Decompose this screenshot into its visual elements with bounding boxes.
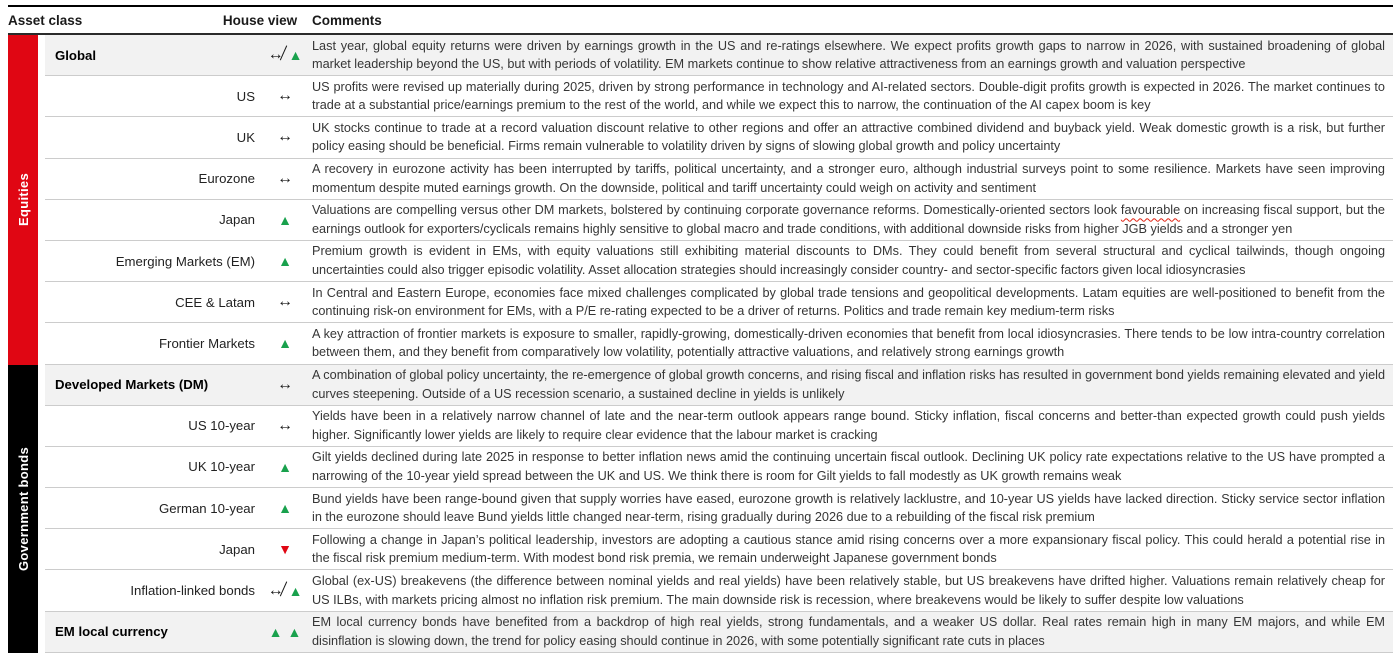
asset-label: Eurozone [198, 171, 255, 187]
view-neutral-icon: ↔ [277, 128, 293, 146]
view-up-icon: ▲ [278, 335, 292, 352]
house-view-cell [258, 542, 312, 556]
house-view-cell [258, 336, 312, 350]
asset-label: German 10-year [158, 500, 255, 516]
house-view-cell [258, 129, 312, 145]
house-view-cell [258, 47, 312, 63]
section-equities [8, 35, 1393, 365]
section-rows [45, 365, 1393, 653]
header-house-view: House view [222, 12, 298, 28]
table-row [45, 570, 1393, 611]
section-government-bonds [8, 365, 1393, 653]
comment-text: Bund yields have been range-bound given that supply worries have eased, eurozone growth is relatively lacklustre, and 10-year US yields have lacked direction. Sticky service sector inflation in the eurozone should leave Bund yields little changed near-term, rising gradually during 2026 due to a rebuilding of the fiscal risk premium [312, 491, 1385, 525]
asset-label: Japan [219, 541, 255, 557]
view-up-icon: ▲ [288, 582, 303, 599]
section-label: Government bonds [15, 446, 31, 571]
header-asset-class: Asset class [8, 12, 83, 28]
view-neutral-struck-icon: ↔ [267, 46, 284, 64]
view-neutral-struck-icon: ↔ [267, 581, 284, 599]
comment-text: Premium growth is evident in EMs, with equity valuations still exhibiting material discounts to DMs. They could benefit from several structural and cyclical tailwinds, though ongoing uncertainties could also trigger episodic volatility. Asset allocation strategies should increasingly consider country- and sector-specific factors given local idiosyncrasies [312, 244, 1385, 278]
section-rows [45, 35, 1393, 365]
house-view-cell [258, 501, 312, 515]
asset-label: Developed Markets (DM) [55, 377, 209, 393]
house-view-cell [258, 583, 312, 599]
view-up-icon: ▲ [288, 47, 303, 64]
table-row [45, 200, 1393, 241]
view-down-icon: ▼ [278, 541, 292, 558]
table-row [45, 76, 1393, 117]
table-header [8, 5, 1393, 35]
asset-label: Global [55, 47, 97, 63]
view-up-icon: ▲ [287, 623, 302, 640]
table-row [45, 406, 1393, 447]
comment-text: A recovery in eurozone activity has been interrupted by tariffs, political uncertainty, and a stronger euro, although industrial surveys point to some resilience. Markets have seen improving momentum despite muted earnings growth. On the downside, political and tariff uncertainty could weigh on activity and sentiment [312, 162, 1385, 195]
comment-text: In Central and Eastern Europe, economies face mixed challenges complicated by global trade tensions and geopolitical developments. Latam equities are well-positioned to benefit from the continuing risk-on environment for EMs, with a P/E re-rating expected to be a driver of returns. Politics and trade remain key medium-term risks [312, 285, 1385, 319]
asset-label: UK 10-year [188, 459, 255, 475]
view-neutral-icon: ↔ [277, 293, 293, 311]
view-up-icon: ▲ [268, 623, 283, 640]
table-row [45, 159, 1393, 200]
table-row [45, 612, 1393, 653]
house-view-cell [258, 294, 312, 310]
section-label: Equities [15, 173, 31, 227]
header-comments: Comments [312, 12, 382, 28]
comment-text: Valuations are compelling versus other DM markets, bolstered by continuing corporate governance reforms. Domestically-oriented sectors look favourable on increasing fiscal support, but the earnings outlook for exporters/cyclicals remains highly sensitive to global macro and trade conditions, with additional downside risks from higher JGB yields and a stronger yen [312, 203, 1385, 236]
comment-text: Following a change in Japan’s political leadership, investors are adopting a cautious stance amid rising concerns over a more expansionary fiscal policy. This could herald a potential rise in the fiscal risk premium medium-term. With modest bond risk premia, we remain underweight Japanese government bonds [312, 532, 1385, 566]
view-up-icon: ▲ [278, 458, 292, 475]
view-up-icon: ▲ [278, 211, 292, 228]
comment-text: EM local currency bonds have benefited from a backdrop of high real yields, strong fundamentals, and a weaker US dollar. Real rates remain high in many EM majors, and while EM disinflation is slowing down, the trend for policy easing should continue in 2026, with some potentially significant rate cuts in places [312, 615, 1385, 648]
table-row [45, 282, 1393, 323]
house-view-cell [258, 377, 312, 393]
table-row [45, 488, 1393, 529]
table-row [45, 447, 1393, 488]
comment-text: US profits were revised up materially during 2025, driven by strong performance in technology and AI-related sectors. Double-digit profits growth is expected in 2026. The market continues to trade at a substantial price/earnings premium to the rest of the world, and while we expect this to narrow, the continuation of the AI capex boom is key [312, 79, 1385, 113]
view-up-icon: ▲ [278, 500, 292, 517]
asset-label: Inflation-linked bonds [130, 583, 255, 599]
equities-band [8, 35, 38, 365]
view-neutral-icon: ↔ [277, 375, 293, 393]
house-view-cell [258, 460, 312, 474]
table-row [45, 35, 1393, 76]
house-view-cell [258, 418, 312, 434]
view-neutral-icon: ↔ [277, 169, 293, 187]
asset-label: Japan [219, 212, 255, 228]
asset-label: UK [236, 129, 255, 145]
house-view-cell [258, 171, 312, 187]
house-view-cell [258, 88, 312, 104]
asset-label: CEE & Latam [175, 294, 255, 310]
view-up-icon: ▲ [278, 253, 292, 270]
comment-text: UK stocks continue to trade at a record valuation discount relative to other regions and offer an attractive combined dividend and buyback yield. Weak domestic growth is a risk, but further policy easing should be beneficial. Firms remain vulnerable to volatility driven by signs of slowing global growth and policy uncertainty [312, 120, 1385, 154]
comment-text: Global (ex-US) breakevens (the difference between nominal yields and real yields) have been relatively stable, but US breakevens have drifted higher. Valuations remain relatively cheap for US ILBs, with markets pricing almost no inflation risk premium. The main downside risk is recession, where breakevens would be likely to suffer despite low valuations [312, 573, 1385, 607]
table-row [45, 117, 1393, 158]
comment-text: A key attraction of frontier markets is exposure to smaller, rapidly-growing, domestically-driven economies that benefit from local idiosyncrasies. There tends to be low intra-country correlation between them, and they benefit from comparatively low volatility, potentially attractive valuations, and relatively strong earnings growth [312, 326, 1385, 360]
table-row [45, 241, 1393, 282]
table-row [45, 529, 1393, 570]
comment-text: Last year, global equity returns were driven by earnings growth in the US and re-ratings elsewhere. We expect profits growth gaps to narrow in 2026, with sustained broadening of global market leadership beyond the US, but with periods of volatility. EM markets continue to show relative attractiveness from an earnings growth and valuation perspective [312, 38, 1385, 72]
asset-label: US [236, 88, 255, 104]
view-neutral-icon: ↔ [277, 416, 293, 434]
comment-text: Yields have been in a relatively narrow channel of late and the near-term outlook appears range bound. Sticky inflation, fiscal concerns and better-than expected growth could push yields higher. Significantly lower yields are likely to require clear evidence that the labour market is cracking [312, 409, 1385, 442]
government-bonds-band [8, 365, 38, 653]
asset-label: EM local currency [55, 624, 168, 640]
view-neutral-icon: ↔ [277, 87, 293, 105]
house-view-cell [258, 213, 312, 227]
house-view-cell [258, 254, 312, 268]
asset-label: Emerging Markets (EM) [115, 253, 255, 269]
asset-label: US 10-year [188, 418, 255, 434]
comment-text: Gilt yields declined during late 2025 in response to better inflation news amid the continuing uncertain fiscal outlook. Declining UK policy rate expectations relative to the US have prompted a narrowing of the 10-year yield spread between the UK and US. We think there is room for Gilt yields to fall modestly as UK growth remains weak [312, 450, 1385, 483]
comment-text: A combination of global policy uncertainty, the re-emergence of global growth concerns, and rising fiscal and inflation risks has resulted in government bond yields remaining elevated and yield curves steepening. Outside of a US recession scenario, a sustained decline in yields is unlikely [312, 368, 1385, 401]
asset-label: Frontier Markets [159, 335, 255, 351]
table-row [45, 365, 1393, 406]
house-view-cell [258, 625, 312, 639]
table-row [45, 323, 1393, 364]
